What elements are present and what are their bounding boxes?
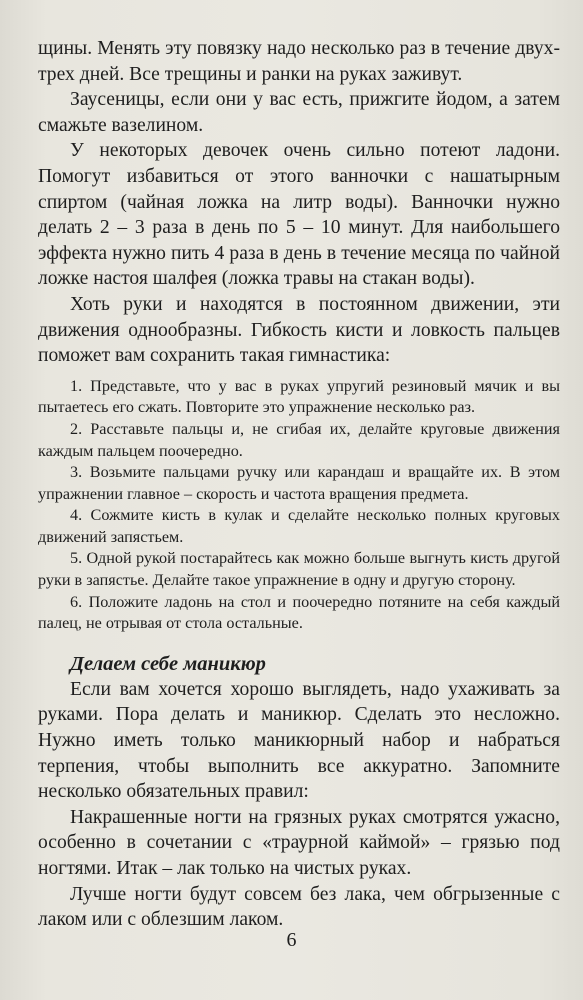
exercise-item: 5. Одной рукой постарайтесь как можно больше выгнуть кисть другой руки в запястье. Делайте такое упражнение в одну и другую сторону. [38,549,560,590]
paragraph: Накрашенные ногти на грязных руках смотрятся ужасно, особенно в сочетании с «траурной каймой» – грязью под ногтями. Итак – лак только на чистых руках. [38,806,560,879]
exercise-item: 2. Расставьте пальцы и, не сгибая их, делайте круговые движения каждым пальцем поочередно. [38,419,560,460]
paragraph: Хоть руки и находятся в постоянном движении, эти движения однообразны. Гибкость кисти и ловкость пальцев поможет вам сохранить такая гимнастика: [38,293,560,367]
exercise-item: 6. Положите ладонь на стол и поочередно потяните на себя каждый палец, не отрывая от стола остальные. [38,592,560,633]
section-heading: Делаем себе маникюр [70,652,266,675]
exercise-list [38,376,560,635]
exercise-item: 4. Сожмите кисть в кулак и сделайте несколько полных круговых движений запястьем. [38,506,560,546]
exercise-item: 1. Представьте, что у вас в руках упругий резиновый мячик и вы пытаетесь его сжать. Повторите это упражнение несколько раз. [38,376,560,417]
page-text [38,36,560,933]
page-number: 6 [286,929,297,951]
paragraph: Лучше ногти будут совсем без лака, чем обгрызенные с лаком или с облезшим лаком. [38,883,560,931]
paragraph: Заусеницы, если они у вас есть, прижгите йодом, а затем смажьте вазелином. [38,89,560,136]
exercise-item: 3. Возьмите пальцами ручку или карандаш и вращайте их. В этом упражнении главное – скорость и частота вращения предмета. [38,463,560,503]
paragraph: У некоторых девочек очень сильно потеют ладони. Помогут избавиться от этого ванночки с нашатырным спиртом (чайная ложка на литр воды). Ванночки нужно делать 2 – 3 раза в день по 5 – 10 минут. Для наибольшего эффекта нужно пить 4 раза в день в течение месяца по чайной ложке настоя шалфея (ложка травы на стакан воды). [38,140,560,290]
paragraph: Если вам хочется хорошо выглядеть, надо ухаживать за руками. Пора делать и маникюр. Сделать это несложно. Нужно иметь только маникюрный набор и набраться терпения, чтобы выполнить все аккуратно. Запомните несколько обязательных правил: [38,678,560,803]
paragraph: щины. Менять эту повязку надо несколько раз в течение двух-трех дней. Все трещины и ранки на руках заживут. [38,38,560,85]
